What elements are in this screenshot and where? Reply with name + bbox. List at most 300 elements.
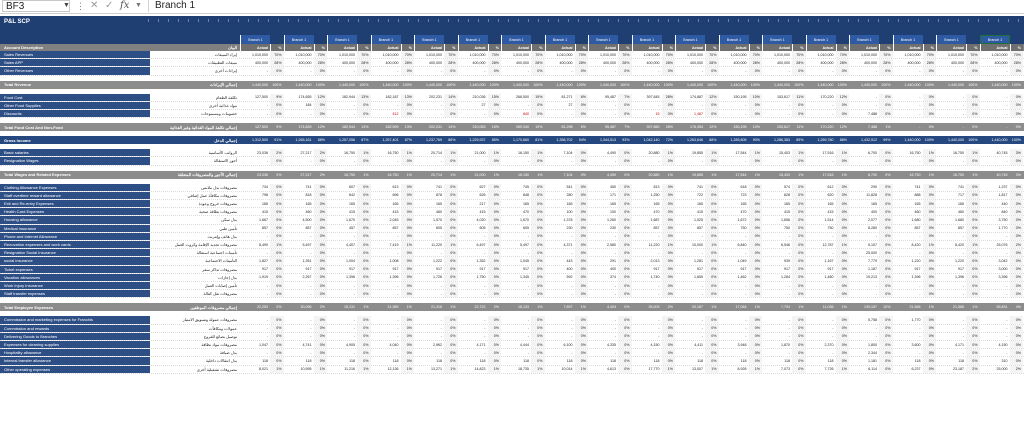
percent-cell[interactable]: 0%	[270, 157, 284, 164]
row-label-en[interactable]: Delivering Goods to Branches	[0, 333, 150, 340]
actual-cell[interactable]: 21,566	[909, 305, 921, 310]
percent-cell[interactable]: %	[836, 44, 850, 51]
percent-cell[interactable]: 0%	[401, 157, 415, 164]
percent-cell[interactable]: 0%	[1010, 67, 1024, 74]
row-label-ar[interactable]: عمولات ومكافآت	[208, 325, 237, 331]
actual-cell[interactable]: 5,497	[302, 242, 312, 247]
percent-cell[interactable]: 13%	[401, 94, 415, 101]
actual-cell[interactable]: -	[397, 350, 399, 355]
actual-cell[interactable]: 1,396	[346, 275, 355, 280]
actual-cell[interactable]: -	[788, 326, 790, 331]
actual-cell[interactable]: -	[440, 158, 442, 163]
actual-cell[interactable]: 450	[610, 185, 616, 190]
actual-cell[interactable]: 412	[392, 111, 399, 116]
actual-cell[interactable]: 415	[262, 209, 268, 214]
percent-cell[interactable]: 88%	[317, 138, 325, 143]
actual-cell[interactable]: 1,010,000	[382, 52, 399, 57]
percent-cell[interactable]: 0%	[357, 274, 371, 281]
percent-cell[interactable]: 0%	[618, 274, 632, 281]
percent-cell[interactable]: 0%	[923, 257, 937, 264]
actual-cell[interactable]: 21,389	[387, 305, 399, 310]
actual-cell[interactable]: -	[266, 334, 268, 339]
actual-cell[interactable]: -	[658, 68, 660, 73]
actual-cell[interactable]: 6,700	[868, 150, 877, 155]
percent-cell[interactable]: 0%	[705, 333, 719, 340]
actual-cell[interactable]: 1,800	[868, 342, 877, 347]
percent-cell[interactable]: 0%	[1010, 357, 1024, 364]
percent-cell[interactable]: 12%	[317, 125, 325, 130]
row-label-en[interactable]: Total Wages and Related Expenses	[4, 172, 71, 178]
actual-cell[interactable]: 2,370	[824, 342, 834, 347]
actual-cell[interactable]: 6,114	[868, 367, 877, 372]
percent-cell[interactable]: 0%	[531, 241, 545, 248]
actual-cell[interactable]: 400,000	[255, 60, 268, 65]
actual-cell[interactable]: -	[875, 291, 877, 296]
actual-cell[interactable]: 165	[914, 201, 921, 206]
actual-cell[interactable]: -	[788, 103, 790, 108]
actual-cell[interactable]: -	[788, 317, 790, 322]
actual-cell[interactable]: -	[614, 250, 616, 255]
percent-cell[interactable]: 0%	[618, 216, 632, 223]
percent-cell[interactable]: 0%	[705, 110, 719, 117]
actual-cell[interactable]: Actual	[980, 44, 1010, 51]
percent-cell[interactable]: 0%	[923, 67, 937, 74]
actual-cell[interactable]: 840	[1001, 209, 1008, 214]
percent-cell[interactable]: 0%	[575, 257, 589, 264]
percent-cell[interactable]: 0%	[357, 282, 371, 289]
percent-cell[interactable]: 0%	[270, 192, 284, 199]
row-label-en[interactable]: Expenses for cleaning supplies	[0, 341, 150, 348]
branch-header-cell[interactable]: Branch 1	[284, 35, 314, 44]
actual-cell[interactable]: 400,000	[951, 60, 964, 65]
percent-cell[interactable]: 0%	[575, 200, 589, 207]
actual-cell[interactable]: 6,100	[563, 342, 573, 347]
actual-cell[interactable]: -	[440, 283, 442, 288]
percent-cell[interactable]: 2%	[1010, 241, 1024, 248]
percent-cell[interactable]: 0%	[314, 216, 328, 223]
actual-cell[interactable]: -	[745, 158, 747, 163]
actual-cell[interactable]: 4,040	[389, 342, 399, 347]
percent-cell[interactable]: 0%	[444, 216, 458, 223]
percent-cell[interactable]: 0%	[444, 349, 458, 356]
actual-cell[interactable]: -	[919, 158, 921, 163]
actual-cell[interactable]: 23,036	[257, 172, 268, 177]
percent-cell[interactable]: 99%	[883, 138, 891, 143]
percent-cell[interactable]: 70%	[575, 51, 589, 58]
row-label-en[interactable]: Resignation Social Insurance	[0, 249, 150, 256]
percent-cell[interactable]: 1%	[885, 125, 891, 130]
percent-cell[interactable]: 0%	[923, 216, 937, 223]
actual-cell[interactable]: -	[571, 158, 573, 163]
percent-cell[interactable]: 70%	[488, 51, 502, 58]
row-label-ar[interactable]: بدل هاتف وإنترنت	[207, 233, 237, 239]
percent-cell[interactable]: 0%	[923, 192, 937, 199]
actual-cell[interactable]: 605	[436, 226, 442, 231]
actual-cell[interactable]: -	[1006, 317, 1008, 322]
actual-cell[interactable]: 19,855	[692, 150, 703, 155]
percent-cell[interactable]: 0%	[488, 67, 502, 74]
actual-cell[interactable]: -	[1006, 350, 1008, 355]
percent-cell[interactable]: 1%	[928, 172, 934, 177]
percent-cell[interactable]: 70%	[749, 51, 763, 58]
percent-cell[interactable]: 0%	[531, 274, 545, 281]
percent-cell[interactable]: 0%	[836, 257, 850, 264]
percent-cell[interactable]: 0%	[749, 290, 763, 297]
actual-cell[interactable]: 11,216	[344, 367, 355, 372]
actual-cell[interactable]: 1,010,000	[600, 52, 616, 57]
percent-cell[interactable]: 0%	[575, 208, 589, 215]
actual-cell[interactable]: 613	[392, 185, 399, 190]
percent-cell[interactable]: 100%	[663, 82, 673, 87]
actual-cell[interactable]: 1,378	[563, 217, 573, 222]
percent-cell[interactable]: 1%	[923, 241, 937, 248]
actual-cell[interactable]: 5,497	[520, 242, 529, 247]
actual-cell[interactable]: 1,167	[824, 258, 834, 263]
actual-cell[interactable]: 592	[566, 275, 573, 280]
percent-cell[interactable]: 0%	[575, 102, 589, 109]
actual-cell[interactable]: -	[875, 283, 877, 288]
percent-cell[interactable]: 0%	[270, 225, 284, 232]
actual-cell[interactable]: 118	[523, 358, 529, 363]
row-label-ar[interactable]: مصروفات مواد نظافة	[201, 342, 237, 348]
percent-cell[interactable]: 81%	[535, 138, 543, 143]
percent-cell[interactable]: 0%	[357, 184, 371, 191]
actual-cell[interactable]: -	[701, 103, 703, 108]
actual-cell[interactable]: 8,490	[259, 242, 268, 247]
percent-cell[interactable]: 0%	[966, 102, 980, 109]
percent-cell[interactable]: 0%	[1010, 102, 1024, 109]
percent-cell[interactable]: 2%	[1010, 366, 1024, 373]
row-label-en[interactable]: Clothing Allowance Expenses	[0, 184, 150, 191]
percent-cell[interactable]: 1%	[270, 366, 284, 373]
actual-cell[interactable]: -	[571, 326, 573, 331]
actual-cell[interactable]: -	[1006, 326, 1008, 331]
percent-cell[interactable]: 0%	[1010, 157, 1024, 164]
percent-cell[interactable]: 0%	[879, 192, 893, 199]
percent-cell[interactable]: 0%	[488, 282, 502, 289]
branch-header-cell[interactable]: Branch 1	[675, 35, 705, 44]
percent-cell[interactable]: 1%	[841, 305, 847, 310]
percent-cell[interactable]: 11%	[792, 94, 806, 101]
row-label-ar[interactable]: إجمالي مصروفات الموظفين	[190, 304, 237, 310]
actual-cell[interactable]: 1,570	[433, 217, 442, 222]
percent-cell[interactable]: 70%	[618, 51, 632, 58]
actual-cell[interactable]: -	[310, 111, 312, 116]
percent-cell[interactable]: 0%	[314, 316, 328, 323]
actual-cell[interactable]: -	[919, 326, 921, 331]
actual-cell[interactable]: -	[527, 317, 529, 322]
percent-cell[interactable]: 0%	[792, 233, 806, 240]
actual-cell[interactable]: 917	[479, 267, 486, 272]
actual-cell[interactable]: 696	[392, 193, 399, 198]
actual-cell[interactable]: 8,420	[911, 242, 921, 247]
percent-cell[interactable]: 1%	[401, 241, 415, 248]
row-label-ar[interactable]: مصروفات تجديد الإقامة وكروت العمل	[174, 242, 237, 248]
percent-cell[interactable]: 70%	[879, 51, 893, 58]
percent-cell[interactable]: 0%	[662, 266, 676, 273]
actual-cell[interactable]: 35,009	[648, 305, 660, 310]
actual-cell[interactable]: 118	[392, 358, 399, 363]
percent-cell[interactable]: 0%	[923, 249, 937, 256]
percent-cell[interactable]: 0%	[314, 290, 328, 297]
actual-cell[interactable]: 8,420	[955, 242, 964, 247]
actual-cell[interactable]: -	[353, 283, 355, 288]
row-label-en[interactable]: Discounts	[0, 110, 150, 117]
percent-cell[interactable]: 0%	[357, 357, 371, 364]
actual-cell[interactable]: 4,490	[607, 172, 616, 177]
actual-cell[interactable]: 1,770	[998, 226, 1008, 231]
percent-cell[interactable]: 14%	[448, 125, 456, 130]
actual-cell[interactable]: 1,750	[476, 275, 486, 280]
percent-cell[interactable]: 12%	[836, 94, 850, 101]
actual-cell[interactable]: 95,487	[605, 95, 616, 100]
percent-cell[interactable]: 0%	[444, 233, 458, 240]
actual-cell[interactable]: -	[658, 234, 660, 239]
row-label-ar[interactable]: إجمالي الإيرادات	[209, 82, 237, 88]
percent-cell[interactable]: 0%	[662, 157, 676, 164]
actual-cell[interactable]: -	[397, 326, 399, 331]
actual-cell[interactable]: -	[310, 283, 312, 288]
actual-cell[interactable]: 734	[262, 185, 268, 190]
actual-cell[interactable]: -	[832, 291, 834, 296]
percent-cell[interactable]: 1%	[537, 172, 543, 177]
actual-cell[interactable]: 165	[262, 201, 268, 206]
actual-cell[interactable]: 176,354	[690, 125, 703, 130]
percent-cell[interactable]: 0%	[270, 341, 284, 348]
actual-cell[interactable]: 917	[305, 267, 312, 272]
percent-cell[interactable]: 0%	[270, 184, 284, 191]
row-label-ar[interactable]: مصروفات مكافأة عمل إضافي	[187, 192, 237, 198]
actual-cell[interactable]: 118	[305, 358, 312, 363]
percent-cell[interactable]: 100%	[1011, 138, 1021, 143]
percent-cell[interactable]: 28%	[966, 59, 980, 66]
actual-cell[interactable]: 1,680	[955, 217, 964, 222]
actual-cell[interactable]: 857	[653, 226, 660, 231]
actual-cell[interactable]: 118	[479, 358, 486, 363]
percent-cell[interactable]: 1%	[493, 172, 499, 177]
actual-cell[interactable]: 118	[262, 358, 268, 363]
actual-cell[interactable]: 290	[871, 185, 877, 190]
actual-cell[interactable]: -	[527, 334, 529, 339]
actual-cell[interactable]: 165	[436, 201, 442, 206]
actual-cell[interactable]: -	[745, 68, 747, 73]
percent-cell[interactable]: 100%	[1011, 82, 1021, 87]
actual-cell[interactable]: 939	[784, 258, 790, 263]
percent-cell[interactable]: %	[792, 44, 806, 51]
percent-cell[interactable]: 100%	[881, 82, 891, 87]
percent-cell[interactable]: 0%	[749, 325, 763, 332]
percent-cell[interactable]: 0%	[792, 157, 806, 164]
actual-cell[interactable]: -	[919, 95, 921, 100]
percent-cell[interactable]: 0%	[444, 249, 458, 256]
percent-cell[interactable]: 0%	[444, 157, 458, 164]
percent-cell[interactable]: 70%	[401, 51, 415, 58]
percent-cell[interactable]: 0%	[488, 316, 502, 323]
actual-cell[interactable]: 1,010,000	[730, 52, 747, 57]
actual-cell[interactable]: 17,544	[735, 172, 747, 177]
actual-cell[interactable]: -	[658, 103, 660, 108]
percent-cell[interactable]: 70%	[1010, 51, 1024, 58]
row-label-ar[interactable]: مصروفات بدل ملابس	[201, 184, 237, 190]
percent-cell[interactable]: 0%	[923, 200, 937, 207]
percent-cell[interactable]: 0%	[836, 102, 850, 109]
percent-cell[interactable]: 0%	[401, 290, 415, 297]
row-label-ar[interactable]: مصروفات عمولة وتسويق الامتياز	[182, 317, 237, 323]
actual-cell[interactable]: 210,036	[472, 95, 486, 100]
actual-cell[interactable]: 17,516	[822, 172, 834, 177]
percent-cell[interactable]: 0%	[270, 333, 284, 340]
percent-cell[interactable]: 100%	[402, 82, 412, 87]
actual-cell[interactable]: 118	[349, 358, 355, 363]
actual-cell[interactable]: 4,020	[476, 217, 486, 222]
percent-cell[interactable]: 0%	[401, 67, 415, 74]
actual-cell[interactable]: -	[832, 103, 834, 108]
percent-cell[interactable]: 0%	[662, 200, 676, 207]
percent-cell[interactable]: 0%	[966, 349, 980, 356]
percent-cell[interactable]: 0%	[401, 257, 415, 264]
actual-cell[interactable]: 118	[436, 358, 442, 363]
actual-cell[interactable]: 16,750	[909, 150, 921, 155]
row-label-en[interactable]: Gross Income	[4, 137, 31, 143]
actual-cell[interactable]: -	[745, 291, 747, 296]
actual-cell[interactable]: -	[440, 103, 442, 108]
percent-cell[interactable]: 0%	[488, 325, 502, 332]
actual-cell[interactable]: 165	[871, 201, 877, 206]
actual-cell[interactable]: 1,827	[259, 258, 268, 263]
actual-cell[interactable]: 27	[481, 103, 486, 108]
row-label-en[interactable]: Commission and marketing expenses for Franchis	[0, 316, 150, 323]
percent-cell[interactable]: 1%	[444, 366, 458, 373]
percent-cell[interactable]: 0%	[749, 67, 763, 74]
actual-cell[interactable]: 1,229,937	[469, 138, 486, 143]
row-label-en[interactable]: Food Cost	[0, 94, 150, 101]
actual-cell[interactable]: -	[745, 103, 747, 108]
percent-cell[interactable]: 0%	[836, 274, 850, 281]
actual-cell[interactable]: -	[875, 103, 877, 108]
percent-cell[interactable]: 12%	[839, 125, 847, 130]
actual-cell[interactable]: Actual	[762, 44, 792, 51]
actual-cell[interactable]: -	[571, 283, 573, 288]
actual-cell[interactable]: 1,220	[955, 258, 964, 263]
row-label-en[interactable]: Ticket expenses	[0, 266, 150, 273]
percent-cell[interactable]: 0%	[270, 282, 284, 289]
actual-cell[interactable]: 7,793	[781, 305, 790, 310]
percent-cell[interactable]: 0%	[923, 157, 937, 164]
percent-cell[interactable]: 0%	[749, 333, 763, 340]
actual-cell[interactable]: -	[440, 326, 442, 331]
more-options-icon[interactable]: ⋮	[76, 1, 85, 11]
percent-cell[interactable]: 0%	[488, 216, 502, 223]
actual-cell[interactable]: 374	[610, 275, 616, 280]
actual-cell[interactable]: -	[614, 326, 616, 331]
actual-cell[interactable]: -	[701, 68, 703, 73]
percent-cell[interactable]: 0%	[270, 249, 284, 256]
percent-cell[interactable]: 1%	[488, 366, 502, 373]
actual-cell[interactable]: 1,670	[346, 217, 355, 222]
actual-cell[interactable]: 8,280	[868, 226, 877, 231]
branch-header-cell[interactable]: Branch 1	[762, 35, 792, 44]
percent-cell[interactable]: 0%	[314, 233, 328, 240]
percent-cell[interactable]: 0%	[618, 316, 632, 323]
actual-cell[interactable]: 174,655	[298, 95, 312, 100]
actual-cell[interactable]: -	[614, 103, 616, 108]
percent-cell[interactable]: 0%	[401, 110, 415, 117]
row-label-ar[interactable]: توصيل بضائع للفروع	[203, 333, 237, 339]
actual-cell[interactable]: -	[397, 68, 399, 73]
row-label-en[interactable]: Health Card Expenses	[0, 208, 150, 215]
actual-cell[interactable]: 118	[914, 358, 921, 363]
percent-cell[interactable]: 0%	[836, 110, 850, 117]
percent-cell[interactable]: 0%	[749, 184, 763, 191]
percent-cell[interactable]: 0%	[749, 102, 763, 109]
percent-cell[interactable]: 0%	[879, 233, 893, 240]
row-label-en[interactable]: Sales APP	[0, 59, 150, 66]
percent-cell[interactable]: 0%	[314, 110, 328, 117]
percent-cell[interactable]: 0%	[488, 225, 502, 232]
actual-cell[interactable]: 11,220	[648, 242, 660, 247]
actual-cell[interactable]: 15,403	[779, 150, 790, 155]
percent-cell[interactable]: 1%	[444, 149, 458, 156]
percent-cell[interactable]: 1%	[749, 149, 763, 156]
percent-cell[interactable]: 0%	[357, 110, 371, 117]
actual-cell[interactable]: 21,000	[474, 172, 486, 177]
percent-cell[interactable]: 28%	[749, 59, 763, 66]
actual-cell[interactable]: 3,750	[998, 217, 1008, 222]
percent-cell[interactable]: 0%	[314, 274, 328, 281]
percent-cell[interactable]: 0%	[836, 266, 850, 273]
percent-cell[interactable]: 0%	[401, 349, 415, 356]
actual-cell[interactable]: -	[484, 68, 486, 73]
actual-cell[interactable]: -	[614, 334, 616, 339]
branch-header-cell[interactable]: Branch 1	[719, 35, 749, 44]
actual-cell[interactable]: -	[484, 111, 486, 116]
percent-cell[interactable]: 28%	[662, 94, 676, 101]
percent-cell[interactable]: 1%	[363, 305, 369, 310]
percent-cell[interactable]: 89%	[796, 138, 804, 143]
actual-cell[interactable]: 1,440,000	[774, 82, 790, 87]
actual-cell[interactable]: 1,010,000	[861, 52, 877, 57]
percent-cell[interactable]: 0%	[531, 290, 545, 297]
percent-cell[interactable]: 0%	[705, 316, 719, 323]
percent-cell[interactable]: 0%	[314, 225, 328, 232]
actual-cell[interactable]: Actual	[806, 44, 836, 51]
percent-cell[interactable]: 1%	[972, 305, 978, 310]
percent-cell[interactable]: 0%	[575, 149, 589, 156]
actual-cell[interactable]: -	[658, 334, 660, 339]
percent-cell[interactable]: 0%	[923, 102, 937, 109]
percent-cell[interactable]: 0%	[357, 316, 371, 323]
percent-cell[interactable]: 0%	[792, 266, 806, 273]
percent-cell[interactable]: 0%	[444, 208, 458, 215]
actual-cell[interactable]: -	[701, 250, 703, 255]
percent-cell[interactable]: 0%	[314, 357, 328, 364]
actual-cell[interactable]: 268,500	[516, 95, 529, 100]
percent-cell[interactable]: 94%	[578, 138, 586, 143]
actual-cell[interactable]: 170,220	[820, 95, 834, 100]
percent-cell[interactable]: 0%	[792, 333, 806, 340]
percent-cell[interactable]: 0%	[357, 216, 371, 223]
percent-cell[interactable]: 1%	[836, 149, 850, 156]
row-label-en[interactable]: Total Revenue	[4, 82, 32, 88]
actual-cell[interactable]: 40,745	[996, 172, 1008, 177]
percent-cell[interactable]: 0%	[488, 241, 502, 248]
actual-cell[interactable]: 1,010,000	[252, 52, 268, 57]
percent-cell[interactable]: 7%	[624, 125, 630, 130]
percent-cell[interactable]: 0%	[444, 257, 458, 264]
percent-cell[interactable]: 10%	[749, 94, 763, 101]
actual-cell[interactable]: -	[919, 350, 921, 355]
percent-cell[interactable]: 4%	[1015, 305, 1021, 310]
